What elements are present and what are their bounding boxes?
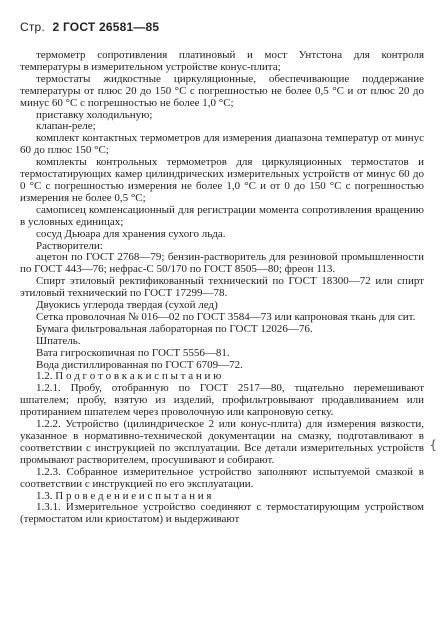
paragraph: клапан-реле; [36, 120, 96, 133]
paragraph: самописец компенсационный для регистрации момента сопротивления вращению в условных единицах; [20, 203, 424, 228]
page-header [20, 20, 159, 34]
paragraph: Вата гигроскопичная по ГОСТ 5556—81. [36, 346, 230, 359]
paragraph: комплект контактных термометров для измерения диапазона температур от минус 60 до плюс 150 °С; [20, 132, 424, 157]
margin-mark: { [429, 438, 437, 452]
standard-code: ГОСТ 26581—85 [62, 20, 160, 34]
paragraph: приставку холодильную; [36, 108, 153, 121]
paragraph: Двуокись углерода твердая (сухой лед) [36, 299, 218, 312]
paragraph: Шпатель. [36, 334, 81, 347]
paragraph: 1.3.1. Измерительное устройство соединяют с термостатирующим устройством (термостатом или криостатом) и выдерживают [20, 501, 424, 526]
paragraph: Вода дистиллированная по ГОСТ 6709—72. [36, 358, 243, 371]
document-body [20, 50, 424, 526]
paragraph: сосуд Дьюара для хранения сухого льда. [36, 227, 226, 240]
paragraph: термостаты жидкостные циркуляционные, обеспечивающие поддержание температуры от плюс 20 до 150 °С с погрешностью не более 0,5 °С и от плюс 20 до минус 60 °С с погрешностью не более 1,0 °С; [20, 72, 424, 109]
page-label: Стр. [20, 20, 45, 34]
paragraph: 1.2.2. Устройство (цилиндрическое 2 или конус-плита) для измерения вязкости, указанное в нормативно-технической документации на смазку, подготавливают в соответствии с инструкцией по эксплуатации. Все детали измерительных устройств промывают растворителем, просушивают и собирают. [20, 418, 424, 466]
paragraph: Спирт этиловый ректификованный технический по ГОСТ 18300—72 или спирт этиловый технический по ГОСТ 17299—78. [20, 275, 424, 300]
page-number: 2 [52, 20, 60, 34]
paragraph: термометр сопротивления платиновый и мост Унтстона для контроля температуры в измерительном устройстве конус-плита; [20, 49, 424, 73]
paragraph: 1.2.3. Собранное измерительное устройство заполняют испытуемой смазкой в соответствии с инструкцией по его эксплуатации. [20, 465, 424, 490]
paragraph: Растворители: [36, 239, 103, 252]
paragraph: 1.2.1. Пробу, отобранную по ГОСТ 2517—80, тщательно перемешивают шпателем; пробу, взятую из изделий, профильтровывают продавливанием или протиранием шпателем через проволочную или капроновую сетку. [20, 382, 424, 419]
section-heading: 1.2. П о д г о т о в к а к и с п ы т а н и ю [36, 370, 222, 383]
paragraph: комплекты контрольных термометров для циркуляционных термостатов и термостатирующих камер цилиндрических измерительных устройств от минус 60 до 0 °С с погрешностью измерения не более 1,0 °С и от 0 до 150 °С с погрешностью измерения не более 0,5 °С; [20, 156, 424, 204]
paragraph: Сетка проволочная № 016—02 по ГОСТ 3584—73 или капроновая ткань для сит. [36, 310, 416, 323]
paragraph: ацетон по ГОСТ 2768—79; бензин-растворитель для резиновой промышленности по ГОСТ 443—76; нефрас-С 50/170 по ГОСТ 8505—80; фреон 113. [20, 251, 424, 276]
paragraph: Бумага фильтровальная лабораторная по ГОСТ 12026—76. [36, 322, 313, 335]
section-heading: 1.3. П р о в е д е н и е и с п ы т а н и я [36, 489, 212, 502]
